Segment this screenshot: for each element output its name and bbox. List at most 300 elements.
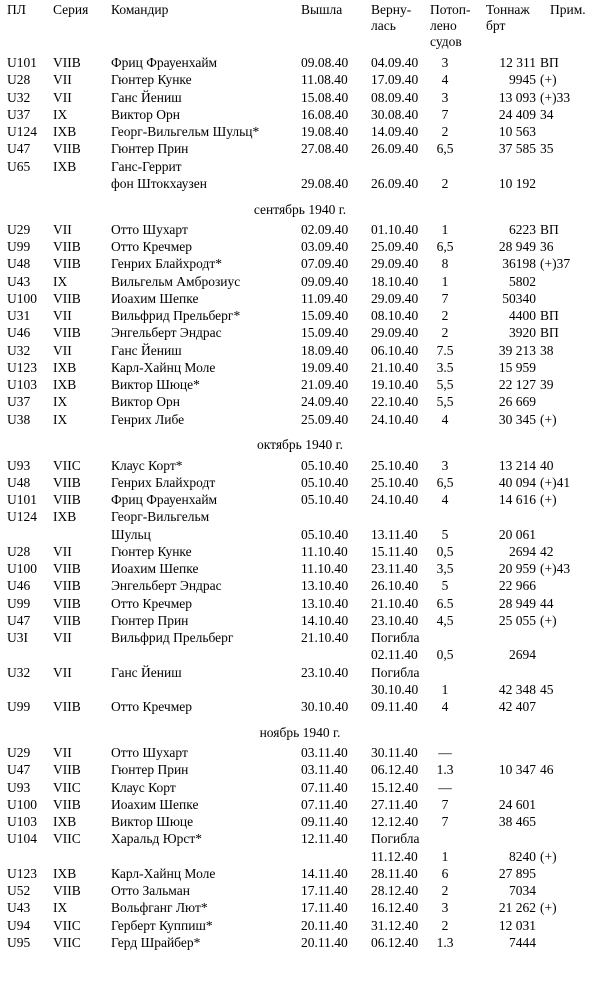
cell-series: IX [53,106,68,122]
header-returned-1: Верну- [371,2,412,17]
cell-series: VII [53,543,72,559]
cell-series: VIIB [53,883,81,898]
cell-ships-sunk: 2 [441,175,449,191]
cell-ships-sunk: 5 [441,526,449,542]
cell-tonnage: 9945 [509,72,536,88]
cell-series: VIIB [53,612,81,628]
cell-tonnage: 7034 [509,883,536,898]
cell-boat: U99 [7,239,31,254]
cell-boat: U32 [7,342,31,358]
cell-series: VIIC [53,917,81,933]
cell-series: VIIB [53,578,81,594]
cell-returned: 21.10.40 [371,359,419,375]
cell-departed: 24.09.40 [301,394,349,410]
cell-ships-sunk: 7.5 [436,342,454,358]
cell-departed: 27.08.40 [301,141,349,157]
cell-series: VII [53,630,72,645]
cell-ships-sunk: 1 [441,273,449,289]
cell-ships-sunk: 1.3 [436,934,454,950]
cell-ships-sunk: 6,5 [436,141,454,157]
cell-ships-sunk: 0,5 [436,647,454,663]
cell-returned: 13.11.40 [371,526,418,542]
cell-commander: Гюнтер Прин [111,762,189,778]
cell-returned: 11.12.40 [371,848,418,864]
cell-boat: U37 [7,394,31,410]
cell-returned: 06.12.40 [371,934,419,950]
cell-departed: 09.08.40 [301,55,349,70]
cell-boat: U95 [7,934,31,950]
cell-boat: U100 [7,561,37,576]
cell-tonnage: 27 895 [498,865,536,881]
cell-tonnage: 10 563 [498,124,536,139]
cell-commander: Георг-Вильгельм Шульц* [111,124,260,139]
cell-series: VIIB [53,290,81,306]
cell-boat: U93 [7,457,31,473]
cell-returned: 23.11.40 [371,561,418,576]
header-commander: Командир [111,2,169,17]
cell-ships-sunk: 1.3 [436,762,454,778]
cell-commander: Виктор Шюце [111,814,194,829]
cell-tonnage: 38 465 [498,814,536,829]
cell-commander: Вильфрид Прельберг* [111,308,241,323]
cell-ships-sunk: 6 [441,865,449,881]
cell-returned: 29.09.40 [371,256,419,272]
cell-commander: Виктор Орн [111,106,180,122]
cell-returned: 23.10.40 [371,612,419,628]
cell-returned: 25.09.40 [371,239,419,254]
cell-note: ВП [540,221,559,237]
cell-tonnage: 2694 [509,647,536,663]
cell-tonnage: 39 213 [498,342,536,358]
cell-returned: 24.10.40 [371,411,419,427]
cell-tonnage: 28 949 [498,595,536,611]
cell-commander: Карл-Хайнц Моле [111,865,216,881]
cell-commander: Клаус Корт [111,779,176,795]
cell-departed: 05.10.40 [301,492,349,507]
cell-tonnage: 13 214 [498,457,536,473]
cell-tonnage: 36198 [502,256,536,272]
cell-returned: 09.11.40 [371,699,418,714]
cell-tonnage: 40 094 [498,474,536,490]
cell-returned: 28.12.40 [371,883,419,898]
header-boat: ПЛ [7,2,26,17]
cell-boat: U43 [7,900,31,916]
cell-boat: U101 [7,55,37,70]
cell-series: VII [53,664,72,680]
cell-series: IX [53,273,68,289]
cell-ships-sunk: 2 [441,325,449,341]
cell-ships-sunk: 7 [441,106,449,122]
cell-commander: Генрих Либе [111,411,185,427]
cell-commander: Иоахим Шепке [111,561,199,576]
cell-tonnage: 15 959 [498,359,536,375]
cell-commander: Вильгельм Амброзиус [111,273,241,289]
header-sunk-3: судов [430,34,462,49]
cell-departed: 03.09.40 [301,239,349,254]
cell-returned: Погибла [371,831,420,847]
cell-boat: U46 [7,325,31,341]
cell-tonnage: 4400 [509,308,536,323]
cell-departed: 14.10.40 [301,612,349,628]
cell-departed: 11.10.40 [301,561,348,576]
cell-ships-sunk: 1 [441,221,449,237]
cell-departed: 23.10.40 [301,664,349,680]
cell-departed: 17.11.40 [301,883,348,898]
cell-series: VIIB [53,256,81,272]
cell-departed: 12.11.40 [301,831,348,847]
cell-commander: Вольфганг Лют* [111,900,208,916]
cell-ships-sunk: 4 [441,699,449,714]
cell-ships-sunk: 0,5 [436,543,454,559]
cell-note: 34 [540,106,554,122]
cell-departed: 17.11.40 [301,900,348,916]
cell-series: IXB [53,509,77,525]
cell-series: VII [53,308,72,323]
cell-tonnage: 12 311 [499,55,536,70]
cell-commander: Ганс Йениш [111,89,182,105]
cell-departed: 09.09.40 [301,273,349,289]
cell-returned: 30.08.40 [371,106,419,122]
cell-ships-sunk: 4,5 [436,612,454,628]
cell-boat: U104 [7,831,37,847]
cell-ships-sunk: 2 [441,308,449,323]
cell-boat: U32 [7,89,31,105]
header-returned-2: лась [371,18,396,33]
cell-series: VIIC [53,457,81,473]
header-tonnage-1: Тоннаж [486,2,530,17]
cell-returned: 31.12.40 [371,917,419,933]
cell-boat: U38 [7,411,31,427]
cell-note: (+)43 [540,561,571,576]
cell-ships-sunk: 3,5 [436,561,454,576]
cell-commander: Энгельберт Эндрас [111,325,222,341]
cell-boat: U103 [7,377,37,392]
cell-series: IXB [53,377,77,392]
cell-tonnage: 14 616 [498,492,536,507]
cell-departed: 15.09.40 [301,325,349,341]
cell-boat: U46 [7,578,31,594]
cell-boat: U123 [7,865,37,881]
cell-departed: 21.10.40 [301,630,349,645]
cell-tonnage: 50340 [502,290,536,306]
cell-commander: Отто Кречмер [111,239,192,254]
cell-boat: U93 [7,779,31,795]
cell-departed: 20.11.40 [301,934,348,950]
cell-series: VII [53,89,72,105]
cell-note: 45 [540,681,554,697]
cell-series: VII [53,342,72,358]
cell-tonnage: 22 966 [498,578,536,594]
cell-tonnage: 24 601 [498,796,536,812]
cell-tonnage: 42 407 [498,699,536,714]
cell-ships-sunk: 7 [441,814,449,829]
cell-tonnage: 24 409 [498,106,536,122]
cell-departed: 11.09.40 [301,290,348,306]
cell-tonnage: 10 347 [498,762,536,778]
cell-commander: Герберт Куппиш* [111,917,213,933]
cell-series: VIIC [53,831,81,847]
cell-series: VIIB [53,55,81,70]
cell-tonnage: 21 262 [498,900,536,916]
cell-commander: Иоахим Шепке [111,796,199,812]
cell-tonnage: 42 348 [498,681,536,697]
cell-series: IX [53,411,68,427]
cell-note: (+) [540,900,557,916]
cell-returned: 12.12.40 [371,814,419,829]
cell-boat: U124 [7,509,37,525]
cell-ships-sunk: 4 [441,72,449,88]
cell-ships-sunk: 3 [441,457,449,473]
cell-departed: 13.10.40 [301,578,349,594]
header-sunk-1: Потоп- [430,2,471,17]
cell-boat: U100 [7,796,37,812]
cell-boat: U48 [7,256,31,272]
cell-commander: Фриц Фрауенхайм [111,55,218,70]
cell-departed: 09.11.40 [301,814,348,829]
cell-tonnage: 2694 [509,543,536,559]
cell-ships-sunk: 4 [441,492,449,507]
cell-ships-sunk: 8 [441,256,449,272]
cell-ships-sunk: 2 [441,124,449,139]
cell-ships-sunk: 3 [441,55,449,70]
cell-boat: U103 [7,814,37,829]
cell-commander: Генрих Блайхродт* [111,256,222,272]
cell-commander: Виктор Орн [111,394,180,410]
cell-tonnage: 13 093 [498,89,536,105]
cell-series: VIIB [53,762,81,778]
cell-commander: Карл-Хайнц Моле [111,359,216,375]
cell-series: VIIB [53,796,81,812]
cell-series: VIIC [53,779,81,795]
cell-departed: 25.09.40 [301,411,349,427]
cell-boat: U101 [7,492,37,507]
cell-boat: U52 [7,883,31,898]
cell-commander: Отто Шухарт [111,745,188,760]
cell-departed: 19.08.40 [301,124,349,139]
cell-returned: 08.10.40 [371,308,419,323]
cell-tonnage: 22 127 [498,377,536,392]
cell-note: 46 [540,762,554,778]
cell-series: IXB [53,359,77,375]
cell-returned: 25.10.40 [371,474,419,490]
cell-boat: U43 [7,273,31,289]
cell-note: 40 [540,457,554,473]
cell-series: VIIB [53,492,81,507]
cell-note: (+) [540,848,557,864]
cell-departed: 11.10.40 [301,543,348,559]
cell-returned: 25.10.40 [371,457,419,473]
cell-departed: 05.10.40 [301,474,349,490]
cell-tonnage: 30 345 [498,411,536,427]
cell-boat: U47 [7,612,31,628]
cell-commander: Вильфрид Прельберг [111,630,234,645]
cell-commander: Ганс-Геррит [111,158,182,174]
cell-departed: 15.08.40 [301,89,349,105]
cell-returned: 29.09.40 [371,290,419,306]
cell-commander: Гюнтер Прин [111,612,189,628]
cell-returned: 16.12.40 [371,900,419,916]
cell-departed: 03.11.40 [301,762,348,778]
cell-returned: 06.12.40 [371,762,419,778]
cell-returned: Погибла [371,664,420,680]
cell-ships-sunk: 1 [441,848,449,864]
cell-departed: 29.08.40 [301,175,349,191]
cell-departed: 02.09.40 [301,221,349,237]
cell-commander: Гюнтер Кунке [111,72,192,88]
cell-series: VIIB [53,325,81,341]
cell-returned: 19.10.40 [371,377,419,392]
cell-series: VII [53,72,72,88]
cell-ships-sunk: — [438,779,452,795]
cell-commander: Отто Кречмер [111,595,192,611]
cell-returned: 06.10.40 [371,342,419,358]
cell-departed: 19.09.40 [301,359,349,375]
cell-departed: 05.10.40 [301,526,349,542]
cell-commander: Герд Шрайбер* [111,934,201,950]
cell-commander: Виктор Шюце* [111,377,200,392]
cell-series: VIIB [53,141,81,157]
cell-note: 36 [540,239,554,254]
cell-returned: 27.11.40 [371,796,418,812]
cell-boat: U65 [7,158,31,174]
cell-note: (+) [540,411,557,427]
cell-boat: U29 [7,221,31,237]
cell-boat: U31 [7,308,31,323]
cell-boat: U47 [7,141,31,157]
cell-returned: 02.11.40 [371,647,418,663]
cell-ships-sunk: 5,5 [436,377,454,392]
cell-returned: 18.10.40 [371,273,419,289]
cell-departed: 07.09.40 [301,256,349,272]
cell-commander: Харальд Юрст* [111,831,203,847]
cell-note: (+) [540,492,557,507]
cell-returned: Погибла [371,630,420,645]
cell-ships-sunk: 1 [441,681,449,697]
header-tonnage-2: брт [486,18,506,33]
cell-departed: 13.10.40 [301,595,349,611]
cell-commander: Генрих Блайхродт [111,474,216,490]
cell-ships-sunk: 3.5 [436,359,454,375]
cell-note: ВП [540,325,559,341]
header-note: Прим. [550,2,586,17]
cell-returned: 22.10.40 [371,394,419,410]
cell-returned: 01.10.40 [371,221,419,237]
cell-departed: 11.08.40 [301,72,348,88]
cell-departed: 16.08.40 [301,106,349,122]
cell-commander: Шульц [111,526,151,542]
cell-boat: U47 [7,762,31,778]
cell-returned: 28.11.40 [371,865,418,881]
cell-commander: Отто Зальман [111,883,190,898]
cell-ships-sunk: 7 [441,290,449,306]
cell-boat: U99 [7,595,31,611]
cell-commander: Отто Шухарт [111,221,188,237]
cell-tonnage: 8240 [509,848,536,864]
cell-ships-sunk: 2 [441,917,449,933]
cell-departed: 15.09.40 [301,308,349,323]
cell-boat: U124 [7,124,37,139]
cell-ships-sunk: 3 [441,900,449,916]
section-title: ноябрь 1940 г. [259,724,341,740]
cell-ships-sunk: 7 [441,796,449,812]
cell-ships-sunk: 3 [441,89,449,105]
cell-tonnage: 28 949 [498,239,536,254]
cell-series: IX [53,394,68,410]
cell-ships-sunk: 6,5 [436,239,454,254]
cell-commander: Георг-Вильгельм [111,509,210,525]
cell-ships-sunk: 6.5 [436,595,454,611]
cell-returned: 15.11.40 [371,543,418,559]
cell-series: IXB [53,865,77,881]
cell-tonnage: 37 585 [498,141,536,157]
cell-commander: Ганс Йениш [111,664,182,680]
cell-returned: 26.09.40 [371,141,419,157]
cell-boat: U28 [7,543,31,559]
cell-note: 39 [540,377,554,392]
cell-series: IX [53,900,68,916]
cell-boat: U99 [7,699,31,714]
cell-note: (+)33 [540,89,571,105]
cell-returned: 24.10.40 [371,492,419,507]
cell-tonnage: 20 959 [498,561,536,576]
header-series: Серия [53,2,89,17]
cell-note: ВП [540,55,559,70]
cell-returned: 26.10.40 [371,578,419,594]
cell-departed: 30.10.40 [301,699,349,714]
cell-commander: Клаус Корт* [111,457,183,473]
cell-tonnage: 26 669 [498,394,536,410]
cell-note: (+) [540,72,557,88]
cell-returned: 17.09.40 [371,72,419,88]
cell-note: 42 [540,543,554,559]
cell-tonnage: 5802 [509,273,536,289]
cell-ships-sunk: 6,5 [436,474,454,490]
cell-departed: 03.11.40 [301,745,348,760]
cell-tonnage: 6223 [509,221,536,237]
cell-boat: U48 [7,474,31,490]
cell-commander: Энгельберт Эндрас [111,578,222,594]
cell-boat: U94 [7,917,31,933]
cell-ships-sunk: 5,5 [436,394,454,410]
cell-tonnage: 12 031 [498,917,536,933]
cell-departed: 20.11.40 [301,917,348,933]
cell-ships-sunk: 2 [441,883,449,898]
cell-note: (+)41 [540,474,571,490]
cell-note: (+)37 [540,256,571,272]
cell-returned: 29.09.40 [371,325,419,341]
cell-boat: U100 [7,290,37,306]
cell-returned: 21.10.40 [371,595,419,611]
cell-tonnage: 25 055 [498,612,536,628]
cell-series: VIIB [53,239,81,254]
cell-note: ВП [540,308,559,323]
cell-series: VII [53,221,72,237]
cell-commander: Отто Кречмер [111,699,192,714]
cell-boat: U123 [7,359,37,375]
cell-ships-sunk: 4 [441,411,449,427]
cell-commander: Гюнтер Кунке [111,543,192,559]
cell-note: (+) [540,612,557,628]
cell-tonnage: 10 192 [498,175,536,191]
cell-boat: U3I [7,630,28,645]
cell-returned: 04.09.40 [371,55,419,70]
cell-series: VIIB [53,595,81,611]
cell-ships-sunk: — [438,745,452,760]
cell-series: VIIC [53,934,81,950]
cell-series: VII [53,745,72,760]
cell-note: 38 [540,342,554,358]
cell-departed: 05.10.40 [301,457,349,473]
